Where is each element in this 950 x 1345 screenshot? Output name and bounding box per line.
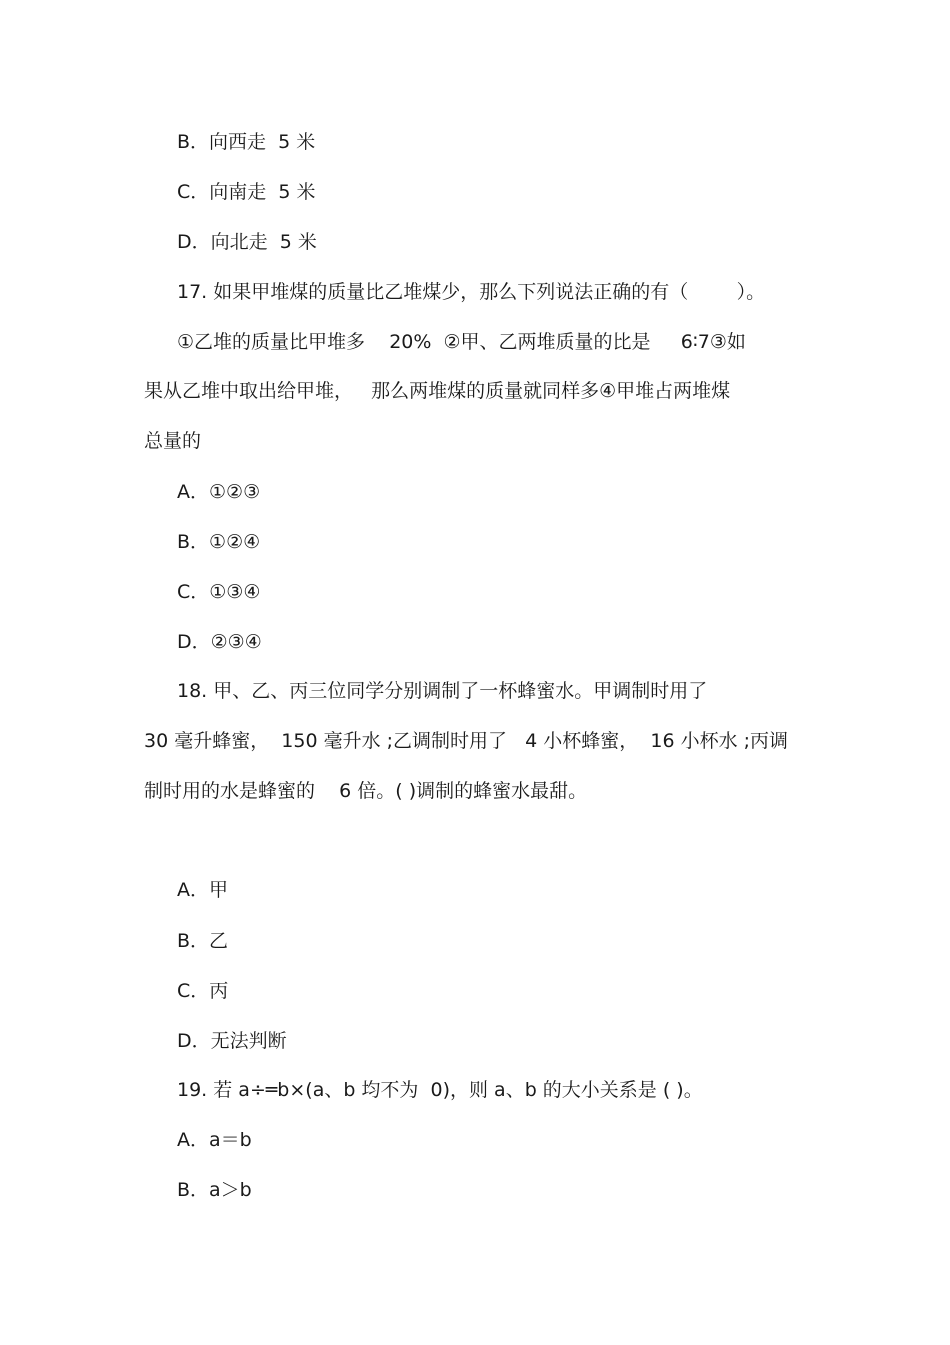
- question-19-option-b: B．a＞b: [177, 1179, 252, 1201]
- option-b-west: B．向西走 5 米: [177, 131, 316, 153]
- option-d-north: D．向北走 5 米: [177, 231, 317, 253]
- question-18-option-a: A．甲: [177, 879, 228, 901]
- question-18-option-c: C．丙: [177, 980, 229, 1002]
- question-17-statements-line-2: 果从乙堆中取出给甲堆， 那么两堆煤的质量就同样多④甲堆占两堆煤: [144, 380, 731, 402]
- question-17-statements-line-3: 总量的: [144, 430, 202, 452]
- question-18-option-d: D．无法判断: [177, 1030, 287, 1052]
- question-19-stem: 19. 若 a÷═b×(a、b 均不为 0)，则 a、b 的大小关系是 ( )。: [177, 1079, 703, 1101]
- question-17-stem: 17. 如果甲堆煤的质量比乙堆煤少，那么下列说法正确的有（ ）。: [177, 281, 766, 303]
- question-18-line-3: 制时用的水是蜂蜜的 6 倍。( )调制的蜂蜜水最甜。: [144, 780, 588, 802]
- question-19-option-a: A．a＝b: [177, 1129, 252, 1151]
- question-17-option-c: C．①③④: [177, 581, 261, 603]
- question-17-option-b: B．①②④: [177, 531, 261, 553]
- question-18-option-b: B．乙: [177, 930, 229, 952]
- question-17-option-d: D．②③④: [177, 631, 262, 653]
- question-18-line-2: 30 毫升蜂蜜， 150 毫升水 ;乙调制时用了 4 小杯蜂蜜， 16 小杯水 ;丙调: [144, 730, 789, 752]
- option-c-south: C．向南走 5 米: [177, 181, 316, 203]
- question-17-option-a: A．①②③: [177, 481, 261, 503]
- question-18-line-1: 18. 甲、乙、丙三位同学分别调制了一杯蜂蜜水。甲调制时用了: [177, 680, 708, 702]
- question-17-statements-line-1: ①乙堆的质量比甲堆多 20% ②甲、乙两堆质量的比是 6∶7③如: [177, 331, 746, 353]
